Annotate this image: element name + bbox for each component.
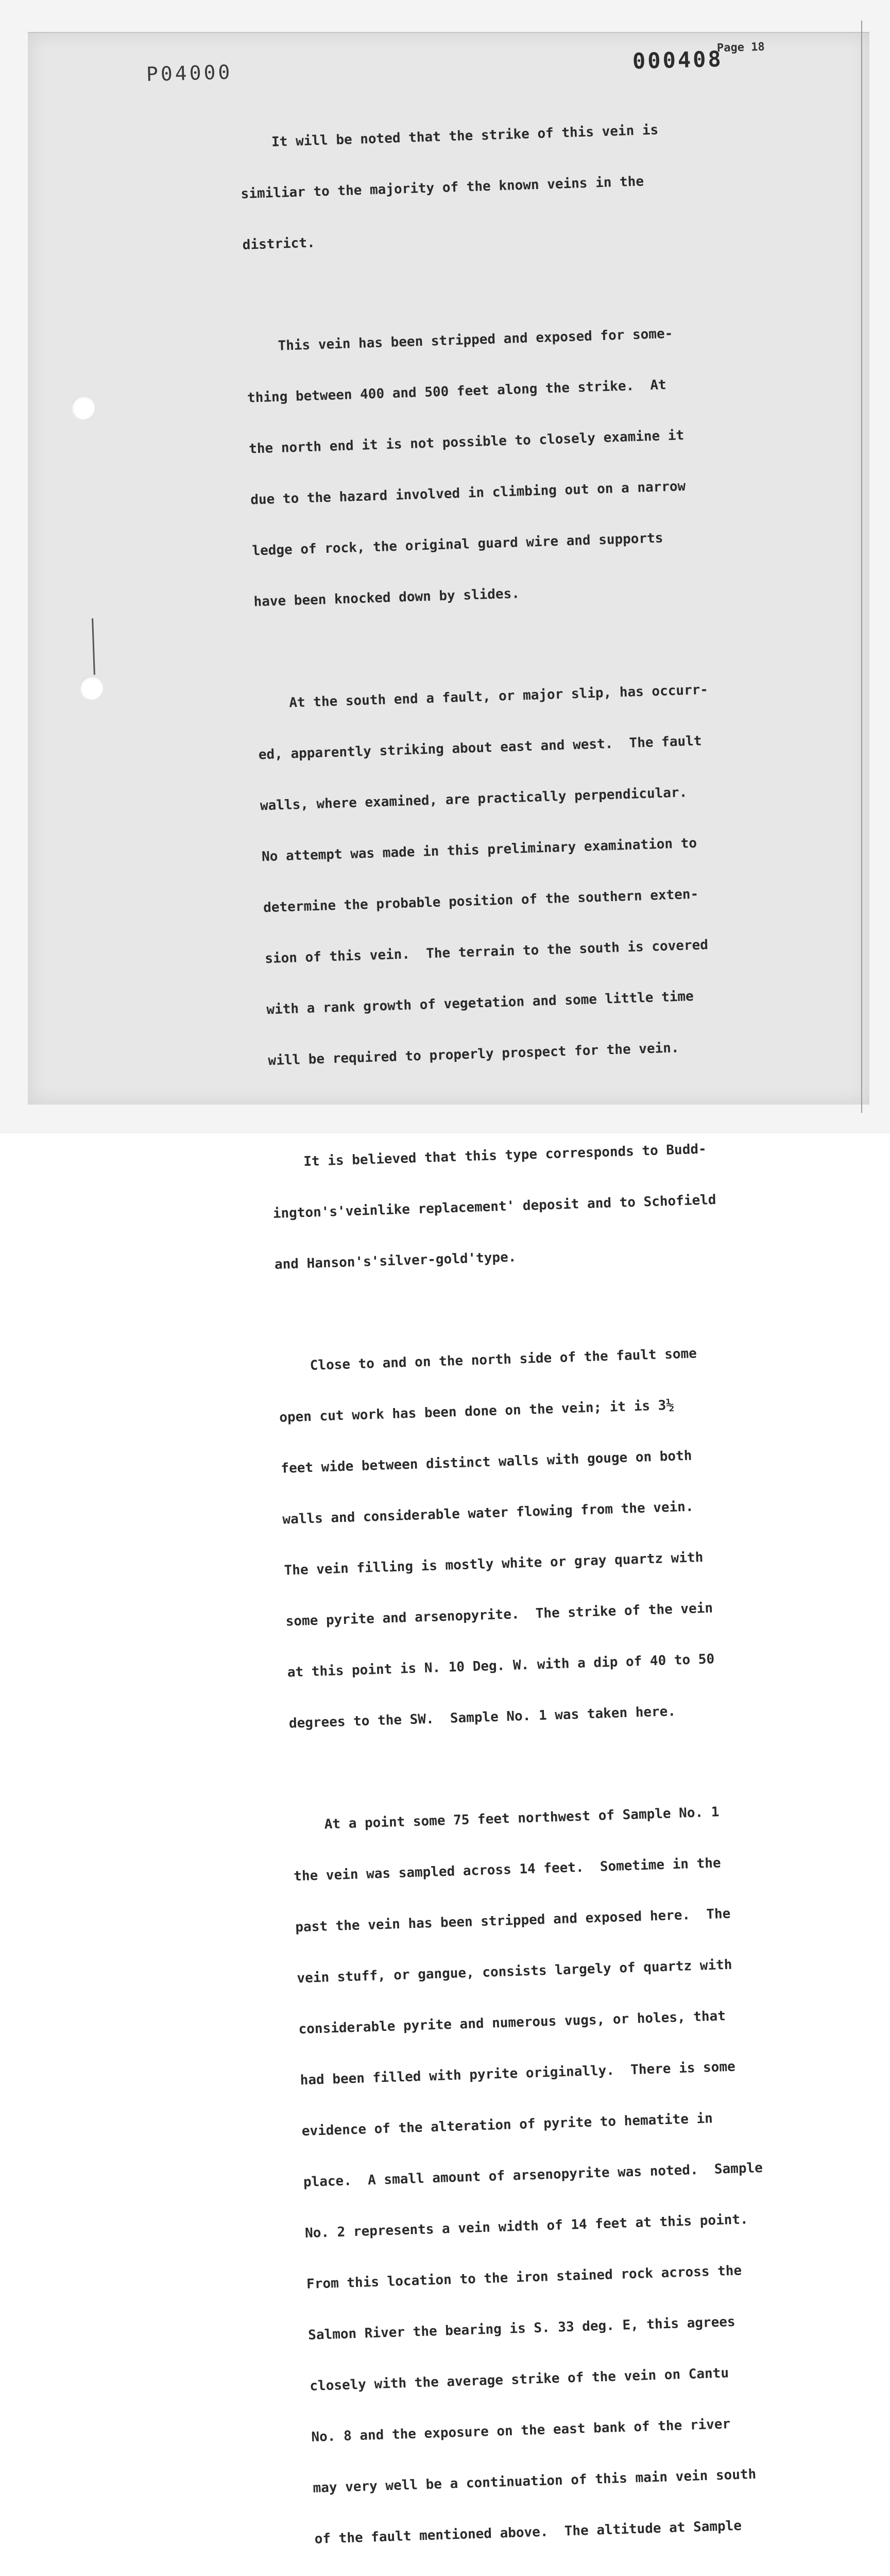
text-line: sion of this vein. The terrain to the south is covered [264, 937, 709, 967]
text-line: No attempt was made in this preliminary examination to [261, 835, 697, 865]
paragraph [291, 1768, 812, 2576]
text-line: It will be noted that the strike of this vein is [239, 122, 659, 151]
text-line: evidence of the alteration of pyrite to hematite in [301, 2110, 713, 2140]
paragraph [255, 646, 763, 1104]
text-line: The vein filling is mostly white or gray quartz with [284, 1550, 704, 1579]
text-line: ed, apparently striking about east and west. The fault [258, 733, 702, 763]
text-line: This vein has been stripped and exposed for some- [245, 326, 673, 355]
binder-hole-lower [79, 676, 103, 700]
text-line: At a point some 75 feet northwest of Sample No. 1 [292, 1804, 720, 1834]
text-line: place. A small amount of arsenopyrite was noted. Sample [303, 2160, 763, 2190]
text-line: considerable pyrite and numerous vugs, or holes, that [298, 2008, 726, 2038]
text-line: some pyrite and arsenopyrite. The strike of the vein [285, 1600, 713, 1630]
text-line: feet wide between distinct walls with gouge on both [280, 1448, 692, 1477]
text-line: At the south end a fault, or major slip, has occurr- [256, 682, 709, 712]
text-line: Close to and on the north side of the fault some [277, 1346, 697, 1375]
text-line: determine the probable position of the southern exten- [263, 886, 699, 916]
text-line: the vein was sampled across 14 feet. Sometime in the [293, 1855, 722, 1885]
text-line: No. 8 and the exposure on the east bank of the river [311, 2416, 731, 2445]
text-line: and Hanson's'silver-gold'type. [274, 1249, 517, 1273]
text-line: Salmon River the bearing is S. 33 deg. E, this agrees [307, 2314, 735, 2343]
paragraph [277, 1309, 784, 1767]
text-line: have been knocked down by slides. [253, 586, 520, 610]
text-line [316, 2566, 811, 2576]
text-line: the north end it is not possible to closely examine it [248, 428, 684, 457]
text-line: walls and considerable water flowing from the vein. [282, 1499, 694, 1528]
binder-hole-upper [71, 396, 95, 419]
text-line: ington's'veinlike replacement' deposit and to Schofield [272, 1192, 716, 1222]
text-line: closely with the average strike of the vein on Cantu [309, 2365, 729, 2394]
text-line: No. 2 represents a vein width of 14 feet at this point. [304, 2211, 749, 2241]
text-line: district. [242, 235, 316, 253]
text-line: open cut work has been done on the vein; it is 3½ [279, 1397, 675, 1426]
paragraph [238, 86, 738, 288]
text-line: thing between 400 and 500 feet along the strike. At [247, 377, 667, 406]
paragraph [270, 1105, 770, 1308]
text-line: of the fault mentioned above. The altitude at Sample [314, 2518, 742, 2547]
document-stamp-left: P04000 [146, 60, 233, 86]
text-line: will be required to properly prospect for the vein. [268, 1040, 679, 1069]
page-number: Page 18 [716, 40, 765, 55]
sheet-top-edge [28, 32, 869, 33]
text-line: due to the hazard involved in climbing out on a narrow [250, 479, 686, 508]
text-line: similiar to the majority of the known veins in the [241, 174, 644, 202]
text-line: with a rank growth of vegetation and some little time [266, 989, 694, 1018]
text-line: vein stuff, or gangue, consists largely of quartz with [297, 1957, 732, 1987]
text-line: past the vein has been stripped and exposed here. The [295, 1906, 731, 1936]
sheet-right-edge [861, 21, 862, 1113]
paragraph [244, 290, 749, 645]
text-line: From this location to the iron stained rock across the [306, 2263, 742, 2292]
typewritten-body [238, 86, 820, 2576]
text-line: at this point is N. 10 Deg. W. with a dip of 40 to 50 [287, 1651, 715, 1681]
text-line: may very well be a continuation of this main vein south [313, 2466, 757, 2496]
text-line: degrees to the SW. Sample No. 1 was taken here. [288, 1703, 676, 1732]
text-line: walls, where examined, are practically perpendicular. [260, 785, 688, 814]
text-line: It is believed that this type corresponds to Budd- [271, 1141, 707, 1171]
text-line: ledge of rock, the original guard wire and supports [251, 530, 663, 559]
document-stamp-number: 000408 [632, 46, 724, 74]
text-line: had been filled with pyrite originally. There is some [300, 2059, 736, 2089]
